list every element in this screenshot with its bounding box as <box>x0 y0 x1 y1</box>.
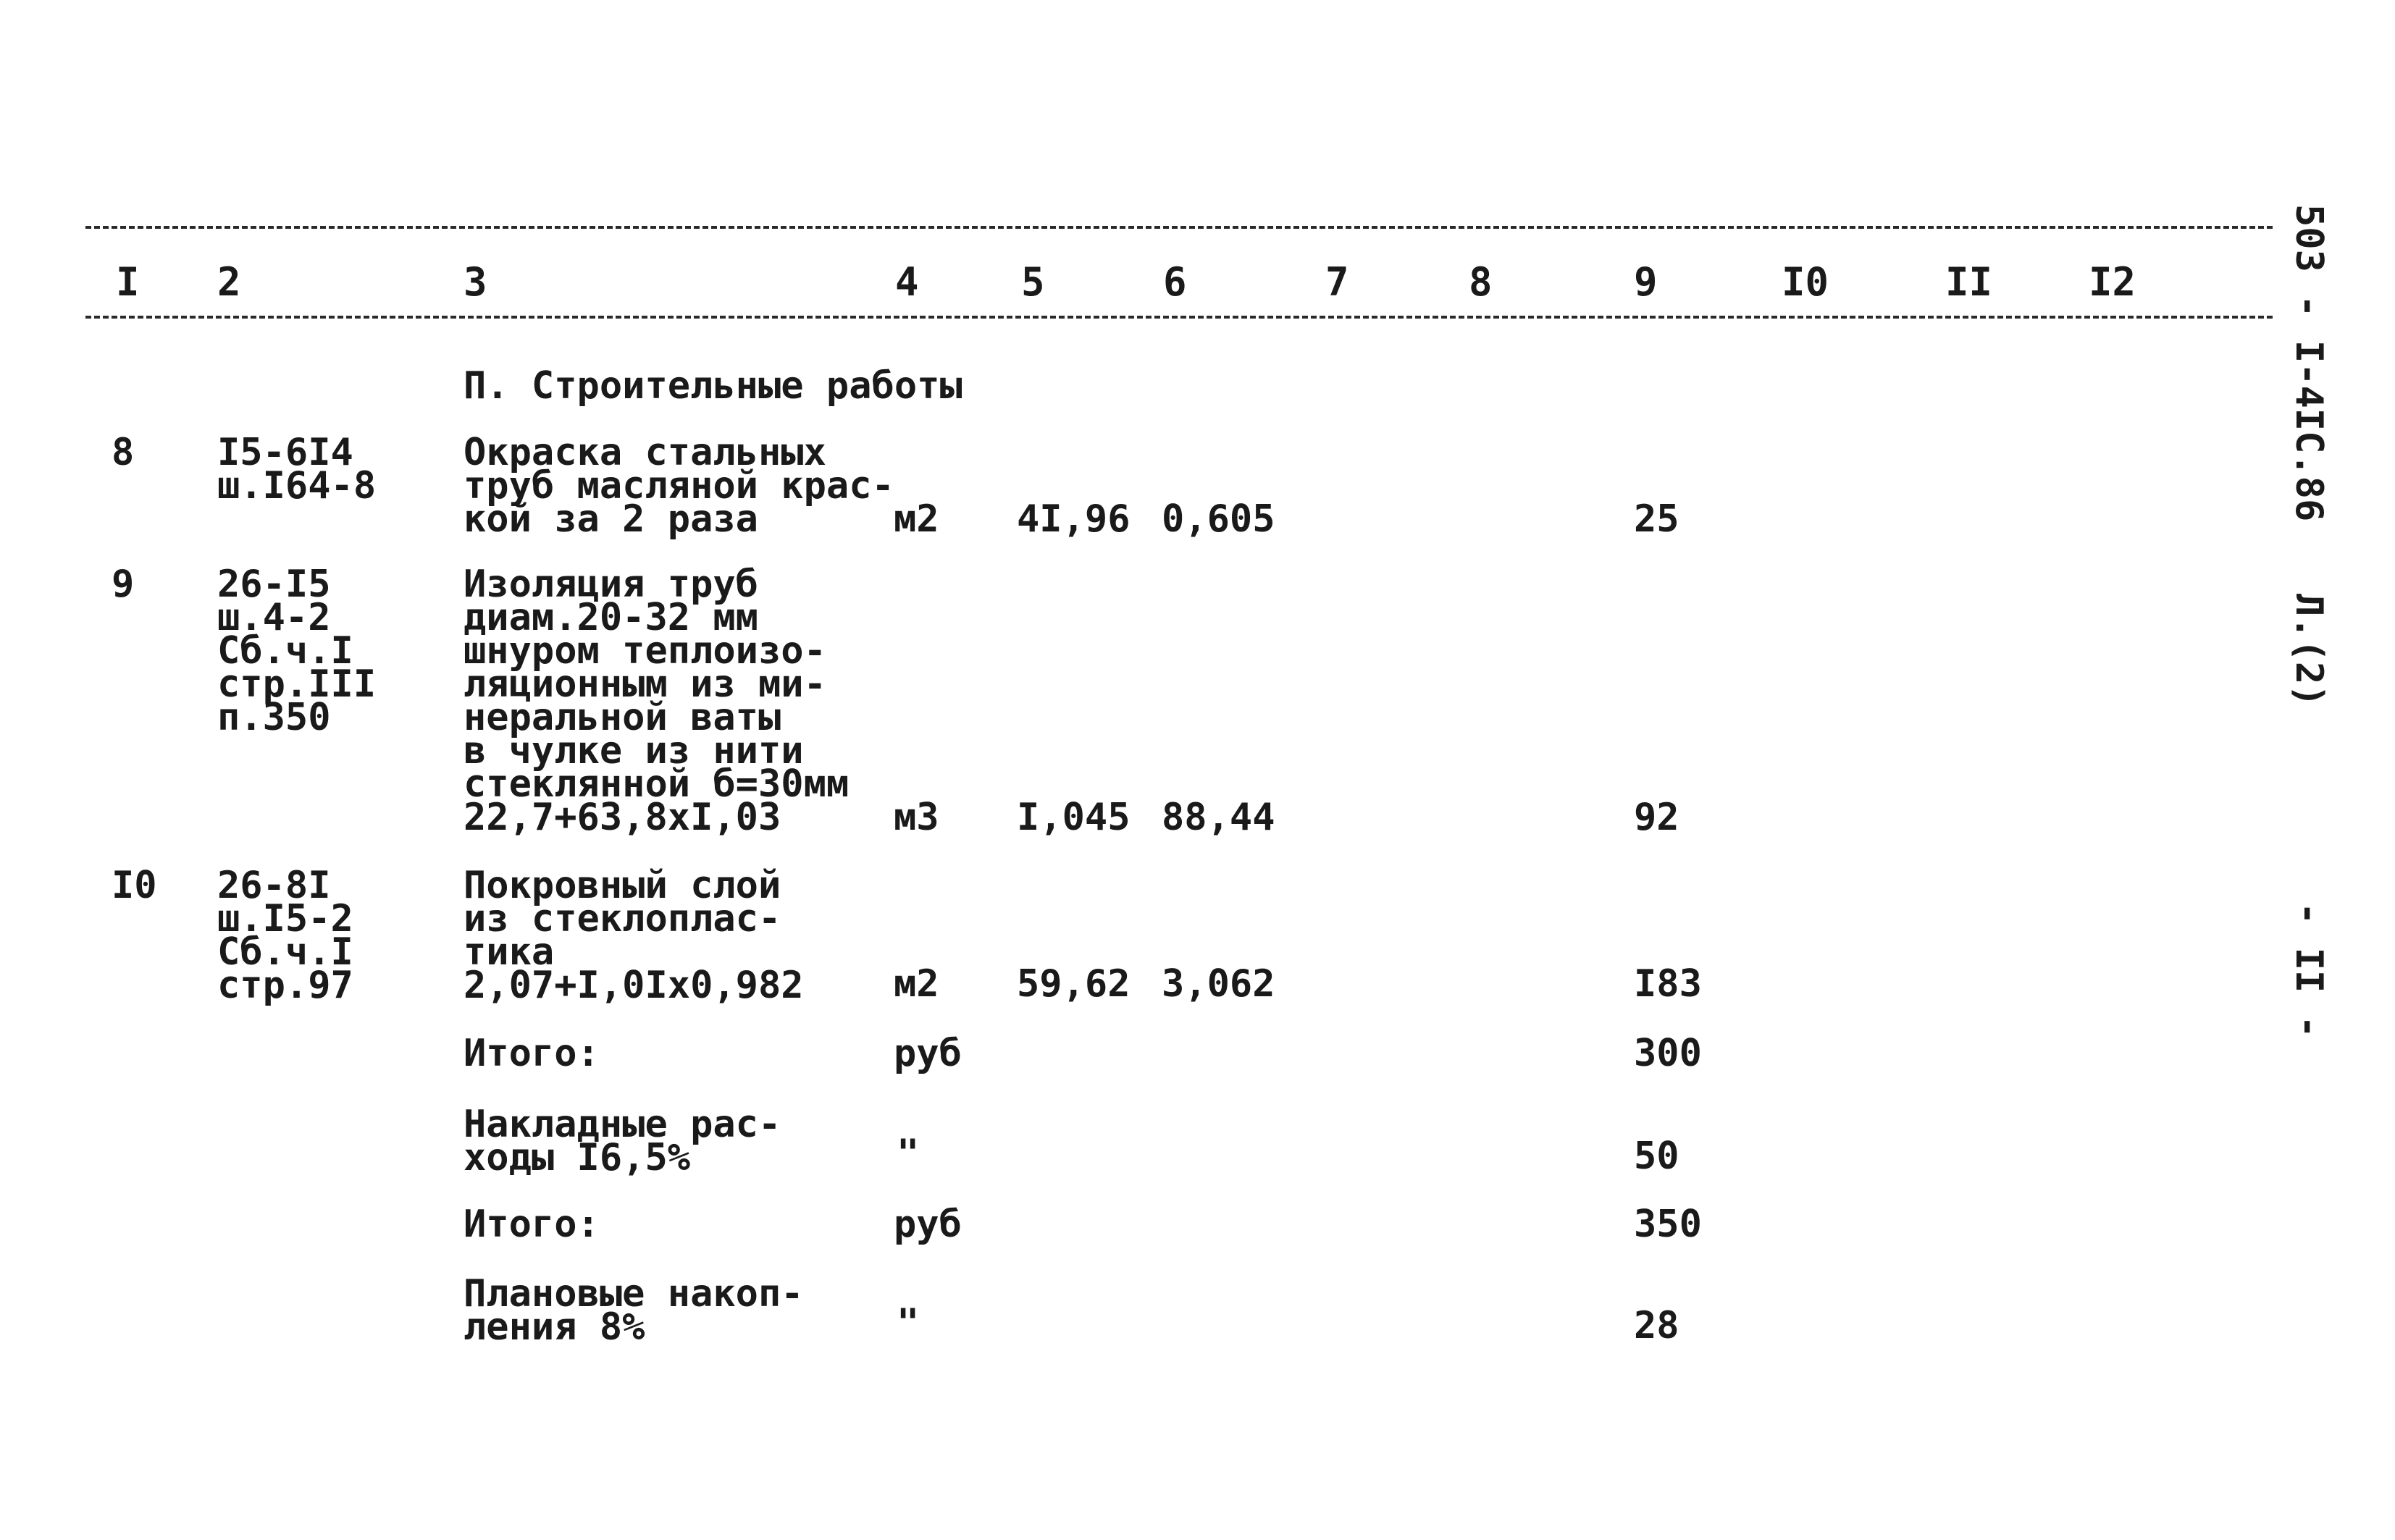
document-code: 503 - I-4IC.86 <box>2287 204 2331 522</box>
sheet-marker: Л.(2) <box>2287 594 2331 707</box>
row-code: I5-6I4 ш.I64-8 <box>217 431 377 508</box>
col-header-5: 5 <box>1021 259 1045 305</box>
row-code: 26-8I ш.I5-2 Сб.ч.I стр.97 <box>217 864 353 1007</box>
row-description: Покровный слой из стеклоплас- тика 2,07+I,0Iх0,982 <box>464 864 804 1007</box>
summary-label: Итого: <box>464 1203 600 1246</box>
summary-unit: " <box>897 1132 920 1175</box>
col-header-7: 7 <box>1325 259 1349 305</box>
row-quantity: 59,62 <box>1017 962 1131 1006</box>
col-header-9: 9 <box>1634 259 1658 305</box>
summary-label: Плановые накоп- ления 8% <box>464 1272 804 1349</box>
col-header-4: 4 <box>895 259 919 305</box>
summary-unit: руб <box>894 1203 962 1246</box>
row-unit-price: 3,062 <box>1162 962 1275 1006</box>
summary-total: 50 <box>1634 1135 1679 1178</box>
summary-label: Итого: <box>464 1032 600 1075</box>
summary-total: 28 <box>1634 1304 1679 1347</box>
summary-total: 350 <box>1634 1203 1702 1246</box>
summary-unit: руб <box>894 1032 962 1075</box>
row-unit: м2 <box>894 497 939 541</box>
row-code: 26-I5 ш.4-2 Сб.ч.I стр.III п.350 <box>217 563 377 739</box>
row-total: 25 <box>1634 497 1679 541</box>
col-header-2: 2 <box>217 259 241 305</box>
col-header-8: 8 <box>1469 259 1493 305</box>
summary-unit: " <box>897 1301 920 1345</box>
summary-total: 300 <box>1634 1032 1702 1075</box>
col-header-12: I2 <box>2089 259 2136 305</box>
row-number: 8 <box>112 431 135 474</box>
row-description: Изоляция труб диам.20-32 мм шнуром теплоизо- ляционным из ми- неральной ваты в чулке из нити стеклянной б=30мм 22,7+63,8хI,03 <box>464 563 850 839</box>
row-number: 9 <box>112 563 135 606</box>
col-header-1: I <box>116 259 140 305</box>
col-header-3: 3 <box>464 259 487 305</box>
table-header-rule <box>85 316 2273 319</box>
row-unit: м2 <box>894 962 939 1006</box>
row-quantity: I,045 <box>1017 796 1131 839</box>
row-number: I0 <box>112 864 157 907</box>
page-number: - II - <box>2287 902 2331 1038</box>
col-header-6: 6 <box>1163 259 1187 305</box>
summary-label: Накладные рас- ходы I6,5% <box>464 1103 781 1179</box>
col-header-10: I0 <box>1782 259 1829 305</box>
section-title: П. Строительные работы <box>464 364 962 408</box>
row-unit-price: 88,44 <box>1162 796 1275 839</box>
row-description: Окраска стальных труб масляной крас- кой за 2 раза <box>464 431 894 541</box>
col-header-11: II <box>1945 259 1993 305</box>
row-quantity: 4I,96 <box>1017 497 1131 541</box>
row-total: 92 <box>1634 796 1679 839</box>
row-unit-price: 0,605 <box>1162 497 1275 541</box>
table-top-rule <box>85 226 2273 229</box>
row-total: I83 <box>1634 962 1702 1006</box>
row-unit: м3 <box>894 796 939 839</box>
